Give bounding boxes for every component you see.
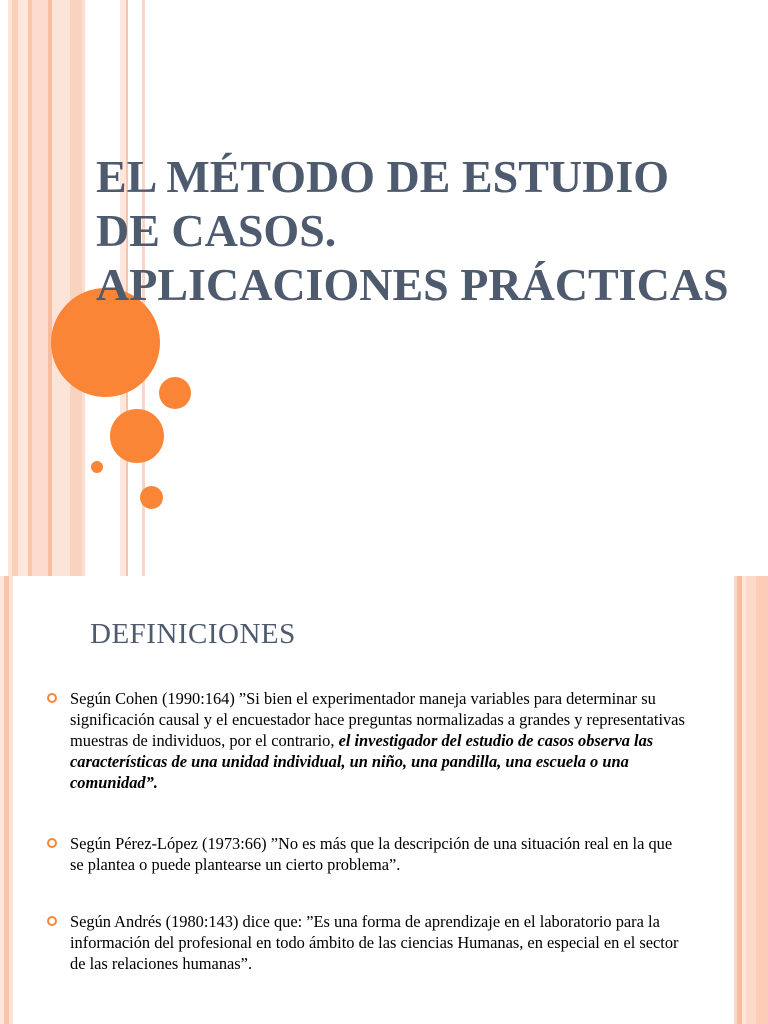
definition-text: Según Andrés (1980:143) dice que: ”Es una forma de aprendizaje en el laboratorio para la información del profesional en todo ámbito de las ciencias Humanas, en especial en el sector de las relaciones humanas”.	[70, 912, 679, 973]
title-line-2: DE CASOS.	[96, 205, 337, 256]
title-line-3: APLICACIONES PRÁCTICAS	[96, 259, 729, 310]
small-orange-circle-lower	[140, 486, 163, 509]
slide-title	[96, 150, 756, 312]
bullet-circle-icon	[47, 916, 57, 926]
tiny-orange-circle	[91, 461, 103, 473]
title-line-1: EL MÉTODO DE ESTUDIO	[96, 151, 670, 202]
bullet-circle-icon	[47, 693, 57, 703]
section-heading: DEFINICIONES	[90, 618, 296, 650]
definitions-list	[46, 688, 686, 1008]
list-item	[46, 911, 686, 974]
definition-text: Según Cohen (1990:164) ”Si bien el experimentador maneja variables para determinar su significación causal y el encuestador hace preguntas normalizadas a grandes y representativas muestras de individuos, por el contrario,	[70, 689, 685, 750]
definition-text: Según Pérez-López (1973:66) ”No es más que la descripción de una situación real en la que se plantea o puede plantearse un cierto problema”.	[70, 834, 673, 874]
list-item	[46, 833, 686, 875]
medium-orange-circle	[110, 409, 164, 463]
definitions-slide	[0, 576, 768, 1024]
definition-emphasis: el investigador del estudio de casos observa las características de una unidad individual, un niño, una pandilla, una escuela o una comunidad”.	[70, 731, 654, 792]
list-item	[46, 688, 686, 793]
small-orange-circle	[159, 377, 191, 409]
bullet-circle-icon	[47, 838, 57, 848]
